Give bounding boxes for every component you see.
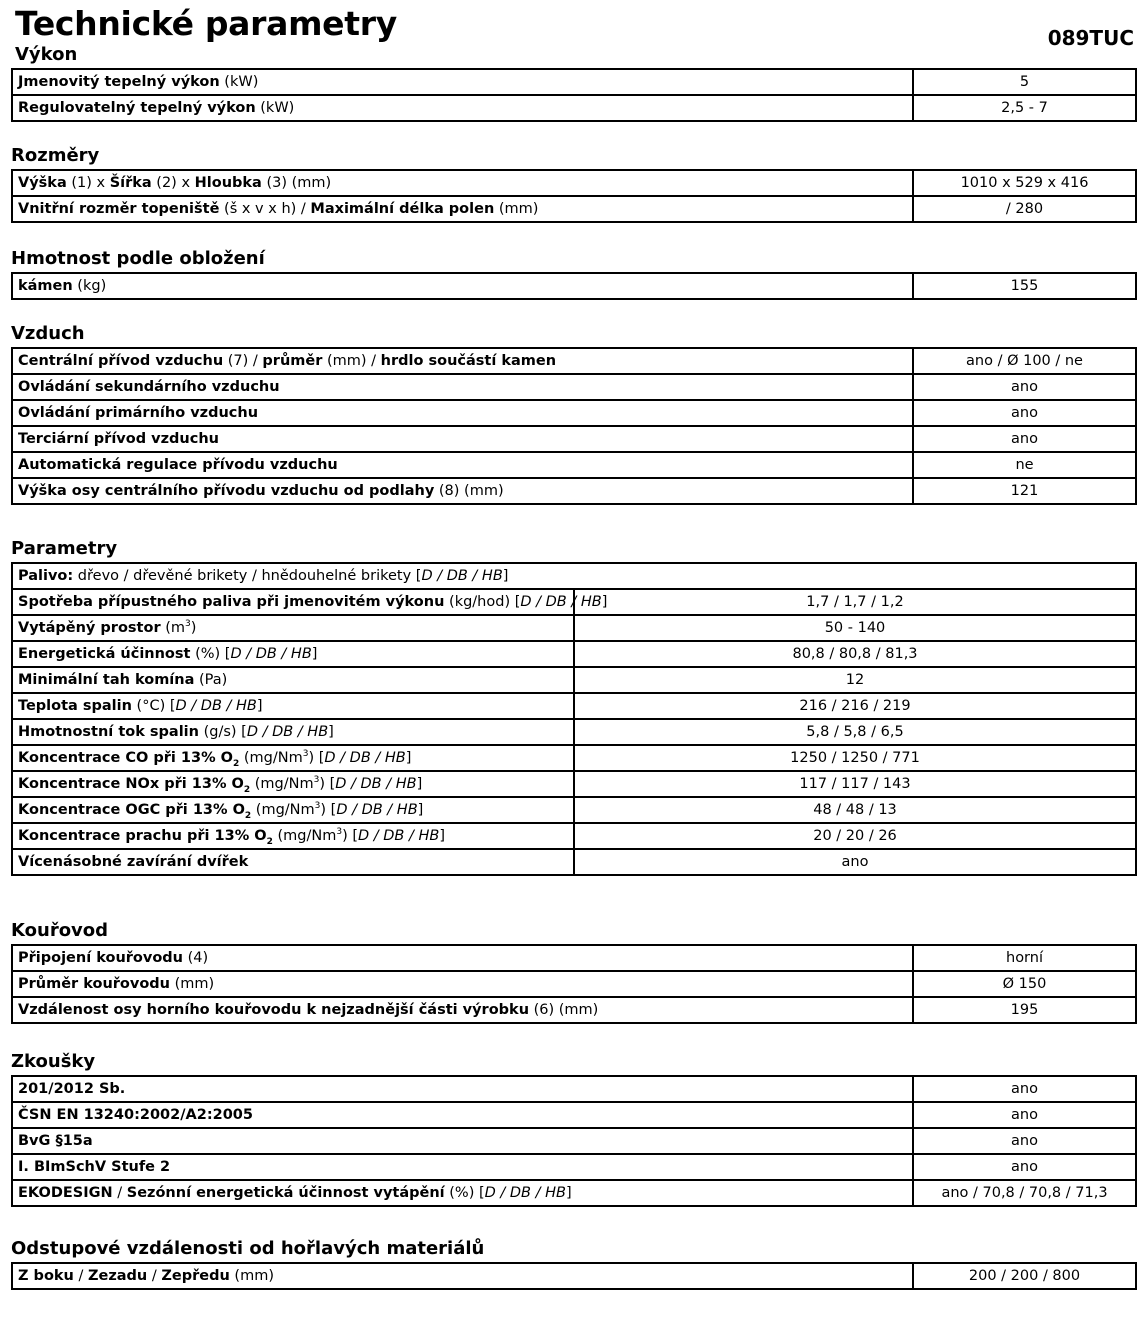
row-value: ano — [913, 374, 1136, 400]
spec-table — [11, 272, 1137, 300]
section-heading: Rozměry — [11, 145, 100, 166]
table-row — [12, 615, 1136, 641]
table-row — [12, 1128, 1136, 1154]
row-label: Vytápěný prostor $(m^3)$ — [12, 615, 574, 641]
row-value: 195 — [913, 997, 1136, 1023]
section-zkousky — [11, 1049, 1137, 1207]
table-row — [12, 69, 1136, 95]
row-label: Průměr kouřovodu (mm) — [12, 971, 913, 997]
row-value: 5,8 / 5,8 / 6,5 — [574, 719, 1136, 745]
row-label: 201/2012 Sb. — [12, 1076, 913, 1102]
row-value: Ø 150 — [913, 971, 1136, 997]
row-label: Koncentrace CO při 13% $O_2$ (mg/Nm$^3$) [D / DB / HB] — [12, 745, 574, 771]
section-heading: Hmotnost podle obložení — [11, 248, 265, 269]
page-title: Technické parametry — [15, 4, 397, 43]
row-value: 216 / 216 / 219 — [574, 693, 1136, 719]
table-row — [12, 589, 1136, 615]
table-row — [12, 348, 1136, 374]
row-value: 121 — [913, 478, 1136, 504]
section-rozmery — [11, 143, 1137, 223]
row-value: ano — [913, 1154, 1136, 1180]
row-label: Jmenovitý tepelný výkon (kW) — [12, 69, 913, 95]
row-label: Minimální tah komína (Pa) — [12, 667, 574, 693]
table-row — [12, 452, 1136, 478]
spec-table — [11, 944, 1137, 1024]
table-row — [12, 667, 1136, 693]
table-row — [12, 823, 1136, 849]
row-label: Ovládání primárního vzduchu — [12, 400, 913, 426]
spec-table — [11, 347, 1137, 505]
section-heading: Parametry — [11, 538, 118, 559]
table-row — [12, 1180, 1136, 1206]
table-row — [12, 1154, 1136, 1180]
section-odstupy — [11, 1236, 1137, 1290]
row-value: ano — [913, 1128, 1136, 1154]
row-label: Teplota spalin (°C) [D / DB / HB] — [12, 693, 574, 719]
spec-table — [11, 562, 1137, 876]
row-value: ano — [574, 849, 1136, 875]
row-label: Automatická regulace přívodu vzduchu — [12, 452, 913, 478]
row-label: Ovládání sekundárního vzduchu — [12, 374, 913, 400]
row-label: I. BImSchV Stufe 2 — [12, 1154, 913, 1180]
row-value: 2,5 - 7 — [913, 95, 1136, 121]
table-row — [12, 196, 1136, 222]
table-row — [12, 1102, 1136, 1128]
table-row — [12, 693, 1136, 719]
row-value: 155 — [913, 273, 1136, 299]
row-label: EKODESIGN / Sezónní energetická účinnost vytápění (%) [D / DB / HB] — [12, 1180, 913, 1206]
row-label: Vzdálenost osy horního kouřovodu k nejzadnější části výrobku (6) (mm) — [12, 997, 913, 1023]
row-value: / 280 — [913, 196, 1136, 222]
section-vykon — [11, 42, 1137, 122]
table-row — [12, 273, 1136, 299]
table-row — [12, 1263, 1136, 1289]
row-label: Vícenásobné zavírání dvířek — [12, 849, 574, 875]
spec-table — [11, 68, 1137, 122]
table-row — [12, 400, 1136, 426]
section-vzduch — [11, 321, 1137, 505]
section-kourovod — [11, 918, 1137, 1024]
table-row — [12, 641, 1136, 667]
spec-table — [11, 169, 1137, 223]
table-row — [12, 849, 1136, 875]
section-heading: Odstupové vzdálenosti od hořlavých materiálů — [11, 1238, 485, 1259]
row-label: Připojení kouřovodu (4) — [12, 945, 913, 971]
table-row — [12, 971, 1136, 997]
section-heading: Výkon — [15, 44, 78, 65]
table-row — [12, 374, 1136, 400]
row-label: Hmotnostní tok spalin (g/s) [D / DB / HB] — [12, 719, 574, 745]
row-value: 5 — [913, 69, 1136, 95]
row-value: 1250 / 1250 / 771 — [574, 745, 1136, 771]
row-label: Výška (1) x Šířka (2) x Hloubka (3) (mm) — [12, 170, 913, 196]
table-row — [12, 170, 1136, 196]
row-value: ano — [913, 400, 1136, 426]
row-label: Koncentrace NOx při 13% $O_2$ (mg/Nm$^3$) [D / DB / HB] — [12, 771, 574, 797]
section-hmotnost — [11, 246, 1137, 300]
section-heading: Vzduch — [11, 323, 85, 344]
row-label: Výška osy centrálního přívodu vzduchu od podlahy (8) (mm) — [12, 478, 913, 504]
row-label: Regulovatelný tepelný výkon (kW) — [12, 95, 913, 121]
row-value: horní — [913, 945, 1136, 971]
model-code: 089TUC — [1047, 26, 1134, 50]
fuel-row: Palivo: dřevo / dřevěné brikety / hnědouhelné brikety [D / DB / HB] — [12, 563, 1136, 589]
row-label: Spotřeba přípustného paliva při jmenovitém výkonu (kg/hod) [D / DB / HB] — [12, 589, 574, 615]
row-label: Vnitřní rozměr topeniště (š x v x h) / Maximální délka polen (mm) — [12, 196, 913, 222]
row-value: 1,7 / 1,7 / 1,2 — [574, 589, 1136, 615]
table-row — [12, 945, 1136, 971]
row-value: ano / 70,8 / 70,8 / 71,3 — [913, 1180, 1136, 1206]
table-row — [12, 771, 1136, 797]
table-row — [12, 563, 1136, 589]
row-label: Terciární přívod vzduchu — [12, 426, 913, 452]
table-row — [12, 719, 1136, 745]
row-value: ano — [913, 1102, 1136, 1128]
table-row — [12, 95, 1136, 121]
row-value: 117 / 117 / 143 — [574, 771, 1136, 797]
row-label: kámen (kg) — [12, 273, 913, 299]
row-value: 1010 x 529 x 416 — [913, 170, 1136, 196]
table-row — [12, 1076, 1136, 1102]
table-row — [12, 426, 1136, 452]
table-row — [12, 745, 1136, 771]
section-heading: Zkoušky — [11, 1051, 96, 1072]
table-row — [12, 797, 1136, 823]
spec-table — [11, 1075, 1137, 1207]
spec-table — [11, 1262, 1137, 1290]
row-value: 200 / 200 / 800 — [913, 1263, 1136, 1289]
row-value: ano — [913, 426, 1136, 452]
row-value: 50 - 140 — [574, 615, 1136, 641]
row-value: ano / Ø 100 / ne — [913, 348, 1136, 374]
section-parametry — [11, 536, 1137, 876]
row-label: Centrální přívod vzduchu (7) / průměr (mm) / hrdlo součástí kamen — [12, 348, 913, 374]
row-value: ne — [913, 452, 1136, 478]
row-value: ano — [913, 1076, 1136, 1102]
row-label: Energetická účinnost (%) [D / DB / HB] — [12, 641, 574, 667]
section-heading: Kouřovod — [11, 920, 109, 941]
table-row — [12, 997, 1136, 1023]
row-label: ČSN EN 13240:2002/A2:2005 — [12, 1102, 913, 1128]
row-value: 80,8 / 80,8 / 81,3 — [574, 641, 1136, 667]
row-label: Koncentrace prachu při 13% $O_2$ (mg/Nm$^3$) [D / DB / HB] — [12, 823, 574, 849]
row-label: Koncentrace OGC při 13% $O_2$ (mg/Nm$^3$) [D / DB / HB] — [12, 797, 574, 823]
row-label: BvG §15a — [12, 1128, 913, 1154]
table-row — [12, 478, 1136, 504]
row-value: 48 / 48 / 13 — [574, 797, 1136, 823]
row-value: 12 — [574, 667, 1136, 693]
row-label: Z boku / Zezadu / Zepředu (mm) — [12, 1263, 913, 1289]
row-value: 20 / 20 / 26 — [574, 823, 1136, 849]
